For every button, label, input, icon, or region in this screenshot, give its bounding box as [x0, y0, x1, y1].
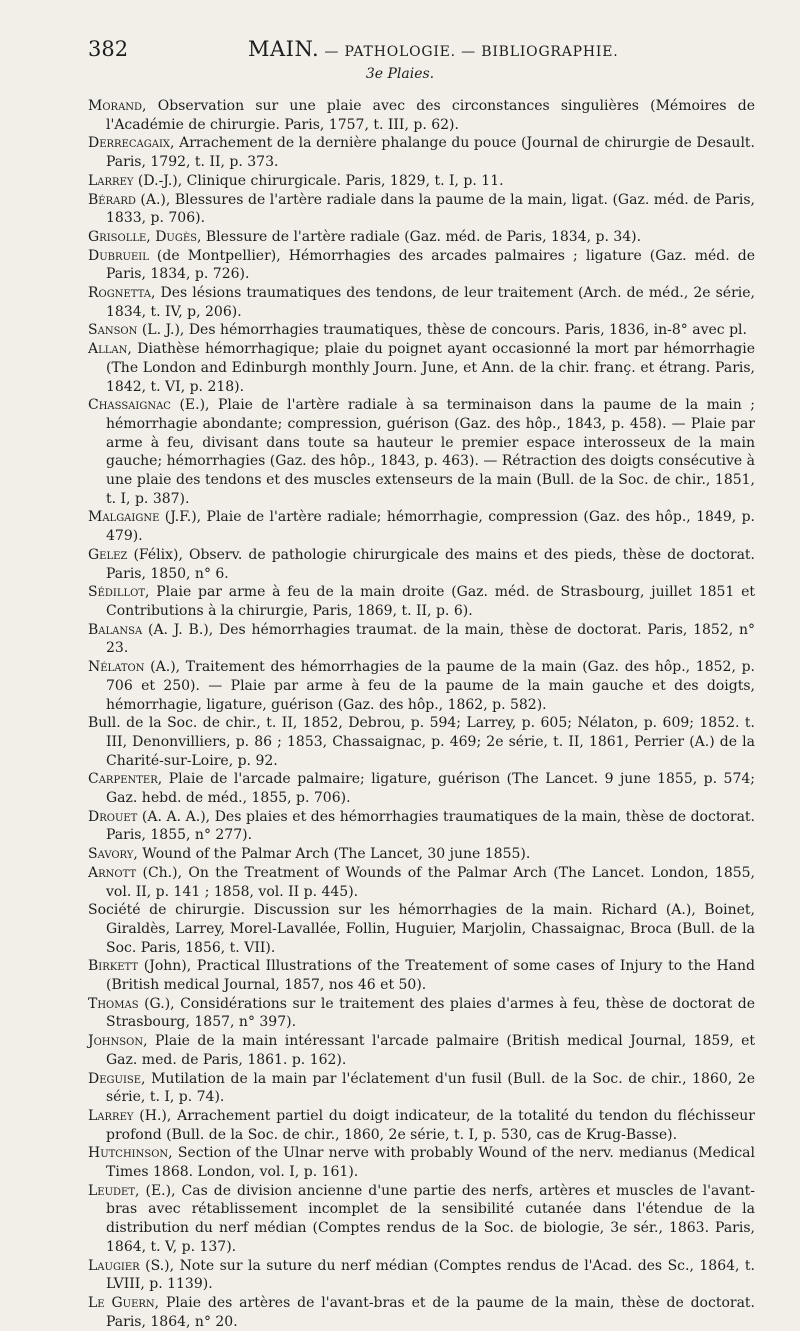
- bibliography-entry: [88, 1294, 755, 1331]
- entry-author: Bérard: [88, 191, 136, 208]
- entry-author: Balansa: [88, 621, 143, 638]
- bibliography-entry: [88, 621, 755, 658]
- entry-text: (H.), Arrachement partiel du doigt indicateur, de la totalité du tendon du fléchisseur profond (Bull. de la Soc. de chir., 1860, 2e série, t. I, p. 530, cas de Krug-Basse).: [106, 1107, 755, 1143]
- bibliography-entry: [88, 770, 755, 807]
- entry-text: Plaie de l'arcade palmaire; ligature, guérison (The Lancet. 9 june 1855, p. 574; Gaz. hebd. de méd., 1855, p. 706).: [106, 771, 755, 807]
- bibliography-list: [88, 97, 755, 1331]
- entry-text: (Félix), Observ. de pathologie chirurgicale des mains et des pieds, thèse de doctorat. Paris, 1850, n° 6.: [106, 546, 755, 582]
- entry-text: (A.), Traitement des hémorrhagies de la paume de la main (Gaz. des hôp., 1852, p. 706 et 250). — Plaie par arme à feu de la paume de la main gauche et des doigts, hémorrhagie, ligature, guérison (Gaz. des hôp., 1862, p. 582).: [106, 659, 755, 713]
- bibliography-entry: [88, 284, 755, 321]
- entry-text: Plaie de la main intéressant l'arcade palmaire (British medical Journal, 1859, et Gaz. med. de Paris, 1861. p. 162).: [106, 1033, 755, 1068]
- running-title: [248, 36, 619, 65]
- entry-author: Laugier: [88, 1257, 140, 1274]
- bibliography-entry: [88, 546, 755, 583]
- bibliography-entry: [88, 97, 755, 134]
- entry-author: Dubrueil: [88, 247, 149, 264]
- bibliography-entry: [88, 1182, 755, 1257]
- entry-author: Chassaignac: [88, 397, 171, 414]
- bibliography-entry: [88, 957, 755, 994]
- entry-author: Nélaton: [88, 659, 145, 676]
- entry-author: Rognetta,: [88, 285, 156, 302]
- bibliography-entry: [88, 714, 755, 770]
- entry-author: Morand,: [88, 98, 147, 114]
- entry-text: Section of the Ulnar nerve with probably Wound of the nerv. medianus (Medical Times 1868. London, vol. I, p. 161).: [106, 1145, 755, 1181]
- bibliography-entry: [88, 396, 755, 508]
- entry-author: Drouet: [88, 808, 138, 825]
- bibliography-entry: [88, 1144, 755, 1181]
- entry-author: Gelez: [88, 546, 128, 563]
- bibliography-entry: [88, 172, 755, 191]
- bibliography-entry: [88, 864, 755, 901]
- entry-text: Des lésions traumatiques des tendons, de leur traitement (Arch. de méd., 2e série, 1834, t. IV, p, 206).: [106, 285, 755, 320]
- entry-author: Thomas: [88, 995, 139, 1012]
- entry-author: Larrey: [88, 172, 134, 189]
- bibliography-entry: [88, 1257, 755, 1294]
- entry-text: Plaie des artères de l'avant-bras et de la paume de la main, thèse de doctorat. Paris, 1864, n° 20.: [106, 1295, 755, 1330]
- entry-text: Plaie par arme à feu de la main droite (Gaz. méd. de Strasbourg, juillet 1851 et Contributions à la chirurgie, Paris, 1869, t. II, p. 6).: [106, 584, 755, 619]
- entry-text: Wound of the Palmar Arch (The Lancet, 30 june 1855).: [137, 846, 531, 863]
- entry-author: Grisolle, Dugès,: [88, 228, 202, 245]
- bibliography-entry: [88, 1107, 755, 1144]
- entry-text: Blessure de l'artère radiale (Gaz. méd. de Paris, 1834, p. 34).: [201, 228, 642, 245]
- bibliography-entry: [88, 1070, 755, 1107]
- bibliography-entry: [88, 340, 755, 396]
- entry-author: Johnson,: [88, 1033, 148, 1050]
- entry-text: (A.), Blessures de l'artère radiale dans la paume de la main, ligat. (Gaz. méd. de Paris, 1833, p. 706).: [106, 191, 755, 227]
- bibliography-entry: [88, 658, 755, 714]
- entry-author: Birkett: [88, 958, 139, 975]
- bibliography-entry: [88, 845, 755, 864]
- entry-author: Larrey: [88, 1107, 134, 1124]
- entry-author: Sanson: [88, 322, 138, 339]
- bibliography-entry: [88, 134, 755, 171]
- entry-text: (L. J.), Des hémorrhagies traumatiques, thèse de concours. Paris, 1836, in-8° avec pl.: [137, 322, 747, 339]
- entry-text: (John), Practical Illustrations of the Treatement of some cases of Injury to the Hand (British medical Journal, 1857, nos 46 et 50).: [106, 958, 755, 994]
- entry-text: (E.), Cas de division ancienne d'une partie des nerfs, artères et muscles de l'avant-bras avec rétablissement incomplet de la sensibilité cutanée dans l'étendue de la distribution du nerf médian (Comptes rendus de la Soc. de biologie, 3e sér., 1863. Paris, 1864, t. V, p. 137).: [106, 1182, 755, 1255]
- bibliography-entry: [88, 808, 755, 845]
- entry-author: Derrecagaix,: [88, 135, 175, 152]
- bibliography-entry: [88, 508, 755, 545]
- entry-author: Carpenter,: [88, 771, 163, 788]
- bibliography-entry: [88, 228, 755, 247]
- bibliography-entry: [88, 583, 755, 620]
- entry-text: Bull. de la Soc. de chir., t. II, 1852, Debrou, p. 594; Larrey, p. 605; Nélaton, p. 609; 1852. t. III, Denonvilliers, p. 86 ; 1853, Chassaignac, p. 469; 2e série, t. II, 1861, Perrier (A.) de la Charité-sur-Loire, p. 92.: [88, 715, 755, 769]
- entry-author: Hutchinson,: [88, 1145, 173, 1162]
- entry-text: Arrachement de la dernière phalange du pouce (Journal de chirurgie de Desault. Paris, 1792, t. II, p. 373.: [106, 135, 755, 171]
- entry-text: Observation sur une plaie avec des circonstances singulières (Mémoires de l'Académie de chirurgie. Paris, 1757, t. III, p. 62).: [106, 98, 755, 133]
- entry-text: (G.), Considérations sur le traitement des plaies d'armes à feu, thèse de doctorat de Strasbourg, 1857, n° 397).: [106, 995, 755, 1031]
- entry-author: Sédillot,: [88, 584, 150, 601]
- bibliography-entry: [88, 247, 755, 284]
- entry-author: Arnott: [88, 864, 137, 881]
- entry-text: (S.), Note sur la suture du nerf médian (Comptes rendus de l'Acad. des Sc., 1864, t. LVIII, p. 1139).: [106, 1257, 755, 1293]
- page-number: 382: [88, 37, 129, 61]
- entry-text: (A. A. A.), Des plaies et des hémorrhagies traumatiques de la main, thèse de doctorat. Paris, 1855, n° 277).: [106, 808, 755, 844]
- bibliography-entry: [88, 191, 755, 228]
- entry-author: Deguise,: [88, 1070, 146, 1087]
- title-rest: — PATHOLOGIE. — BIBLIOGRAPHIE.: [319, 44, 619, 60]
- entry-text: Diathèse hémorrhagique; plaie du poignet ayant occasionné la mort par hémorrhagie (The London and Edinburgh monthly Journ. June, et Ann. de la chir. franç. et étrang. Paris, 1842, t. VI, p. 218).: [106, 341, 755, 395]
- entry-text: (Ch.), On the Treatment of Wounds of the Palmar Arch (The Lancet. London, 1855, vol. II, p. 141 ; 1858, vol. II p. 445).: [106, 864, 755, 900]
- entry-text: (D.-J.), Clinique chirurgicale. Paris, 1829, t. I, p. 11.: [133, 172, 504, 189]
- entry-text: Mutilation de la main par l'éclatement d'un fusil (Bull. de la Soc. de chir., 1860, 2e série, t. I, p. 74).: [106, 1070, 755, 1106]
- entry-author: Savory,: [88, 846, 138, 863]
- entry-text: (A. J. B.), Des hémorrhagies traumat. de la main, thèse de doctorat. Paris, 1852, n° 23.: [106, 621, 755, 657]
- section-heading: 3e Plaies.: [365, 66, 435, 82]
- entry-author: Le Guern,: [88, 1295, 160, 1311]
- bibliography-entry: [88, 321, 755, 340]
- bibliography-entry: [88, 995, 755, 1032]
- entry-author: Leudet,: [88, 1182, 140, 1199]
- entry-text: (J.F.), Plaie de l'artère radiale; hémorrhagie, compression (Gaz. des hôp., 1849, p. 479).: [106, 509, 755, 545]
- bibliography-entry: [88, 1032, 755, 1069]
- entry-text: (de Montpellier), Hémorrhagies des arcades palmaires ; ligature (Gaz. méd. de Paris, 1834, p. 726).: [106, 247, 755, 283]
- entry-author: Allan,: [88, 341, 132, 358]
- entry-text: Société de chirurgie. Discussion sur les hémorrhagies de la main. Richard (A.), Boinet, Giraldès, Larrey, Morel-Lavallée, Follin, Huguier, Marjolin, Chassaignac, Broca (Bull. de la Soc. Paris, 1856, t. VII).: [88, 902, 755, 956]
- title-main: MAIN.: [248, 37, 320, 61]
- entry-author: Malgaigne: [88, 509, 160, 526]
- entry-text: (E.), Plaie de l'artère radiale à sa terminaison dans la paume de la main ; hémorrhagie abondante; compression, guérison (Gaz. des hôp., 1843, p. 458). — Plaie par arme à feu, divisant dans toute sa hauteur le premier espace interosseux de la main gauche; hémorrhagies (Gaz. des hôp., 1843, p. 463). — Rétraction des doigts consécutive à une plaie des tendons et des muscles extenseurs de la main (Bull. de la Soc. de chir., 1851, t. I, p. 387).: [106, 397, 755, 507]
- bibliography-entry: [88, 901, 755, 957]
